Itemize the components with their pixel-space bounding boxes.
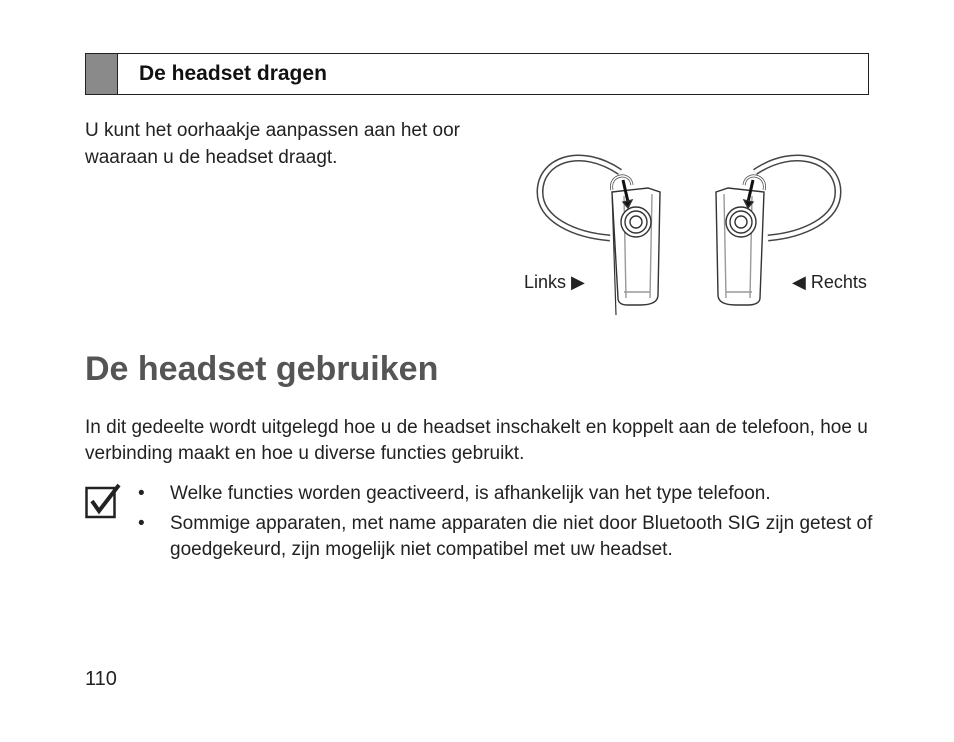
bullet-marker: •: [138, 513, 145, 534]
list-item: [138, 511, 883, 563]
section-title: De headset dragen: [139, 62, 327, 85]
note-text: Sommige apparaten, met name apparaten die niet door Bluetooth SIG zijn getest of goedgekeurd, zijn mogelijk niet compatibel met uw headset.: [170, 513, 873, 560]
section-tab-marker: [86, 54, 118, 94]
note-checkmark-icon: [85, 483, 121, 519]
section-header: [85, 53, 869, 95]
intro-text: U kunt het oorhaakje aanpassen aan het oor waaraan u de headset draagt.: [85, 120, 460, 168]
notes-list: [138, 481, 883, 567]
right-label: ◀ Rechts: [792, 272, 867, 292]
page-number: 110: [85, 668, 117, 690]
bullet-marker: •: [138, 483, 145, 504]
list-item: [138, 481, 883, 507]
page-title: De headset gebruiken: [85, 350, 439, 388]
left-label: Links ▶: [524, 272, 585, 292]
description-text: In dit gedeelte wordt uitgelegd hoe u de headset inschakelt en koppelt aan de telefoon, hoe u verbinding maakt en hoe u diverse functies gebruikt.: [85, 417, 868, 464]
note-text: Welke functies worden geactiveerd, is afhankelijk van het type telefoon.: [170, 483, 771, 504]
headset-figure: [520, 120, 885, 315]
